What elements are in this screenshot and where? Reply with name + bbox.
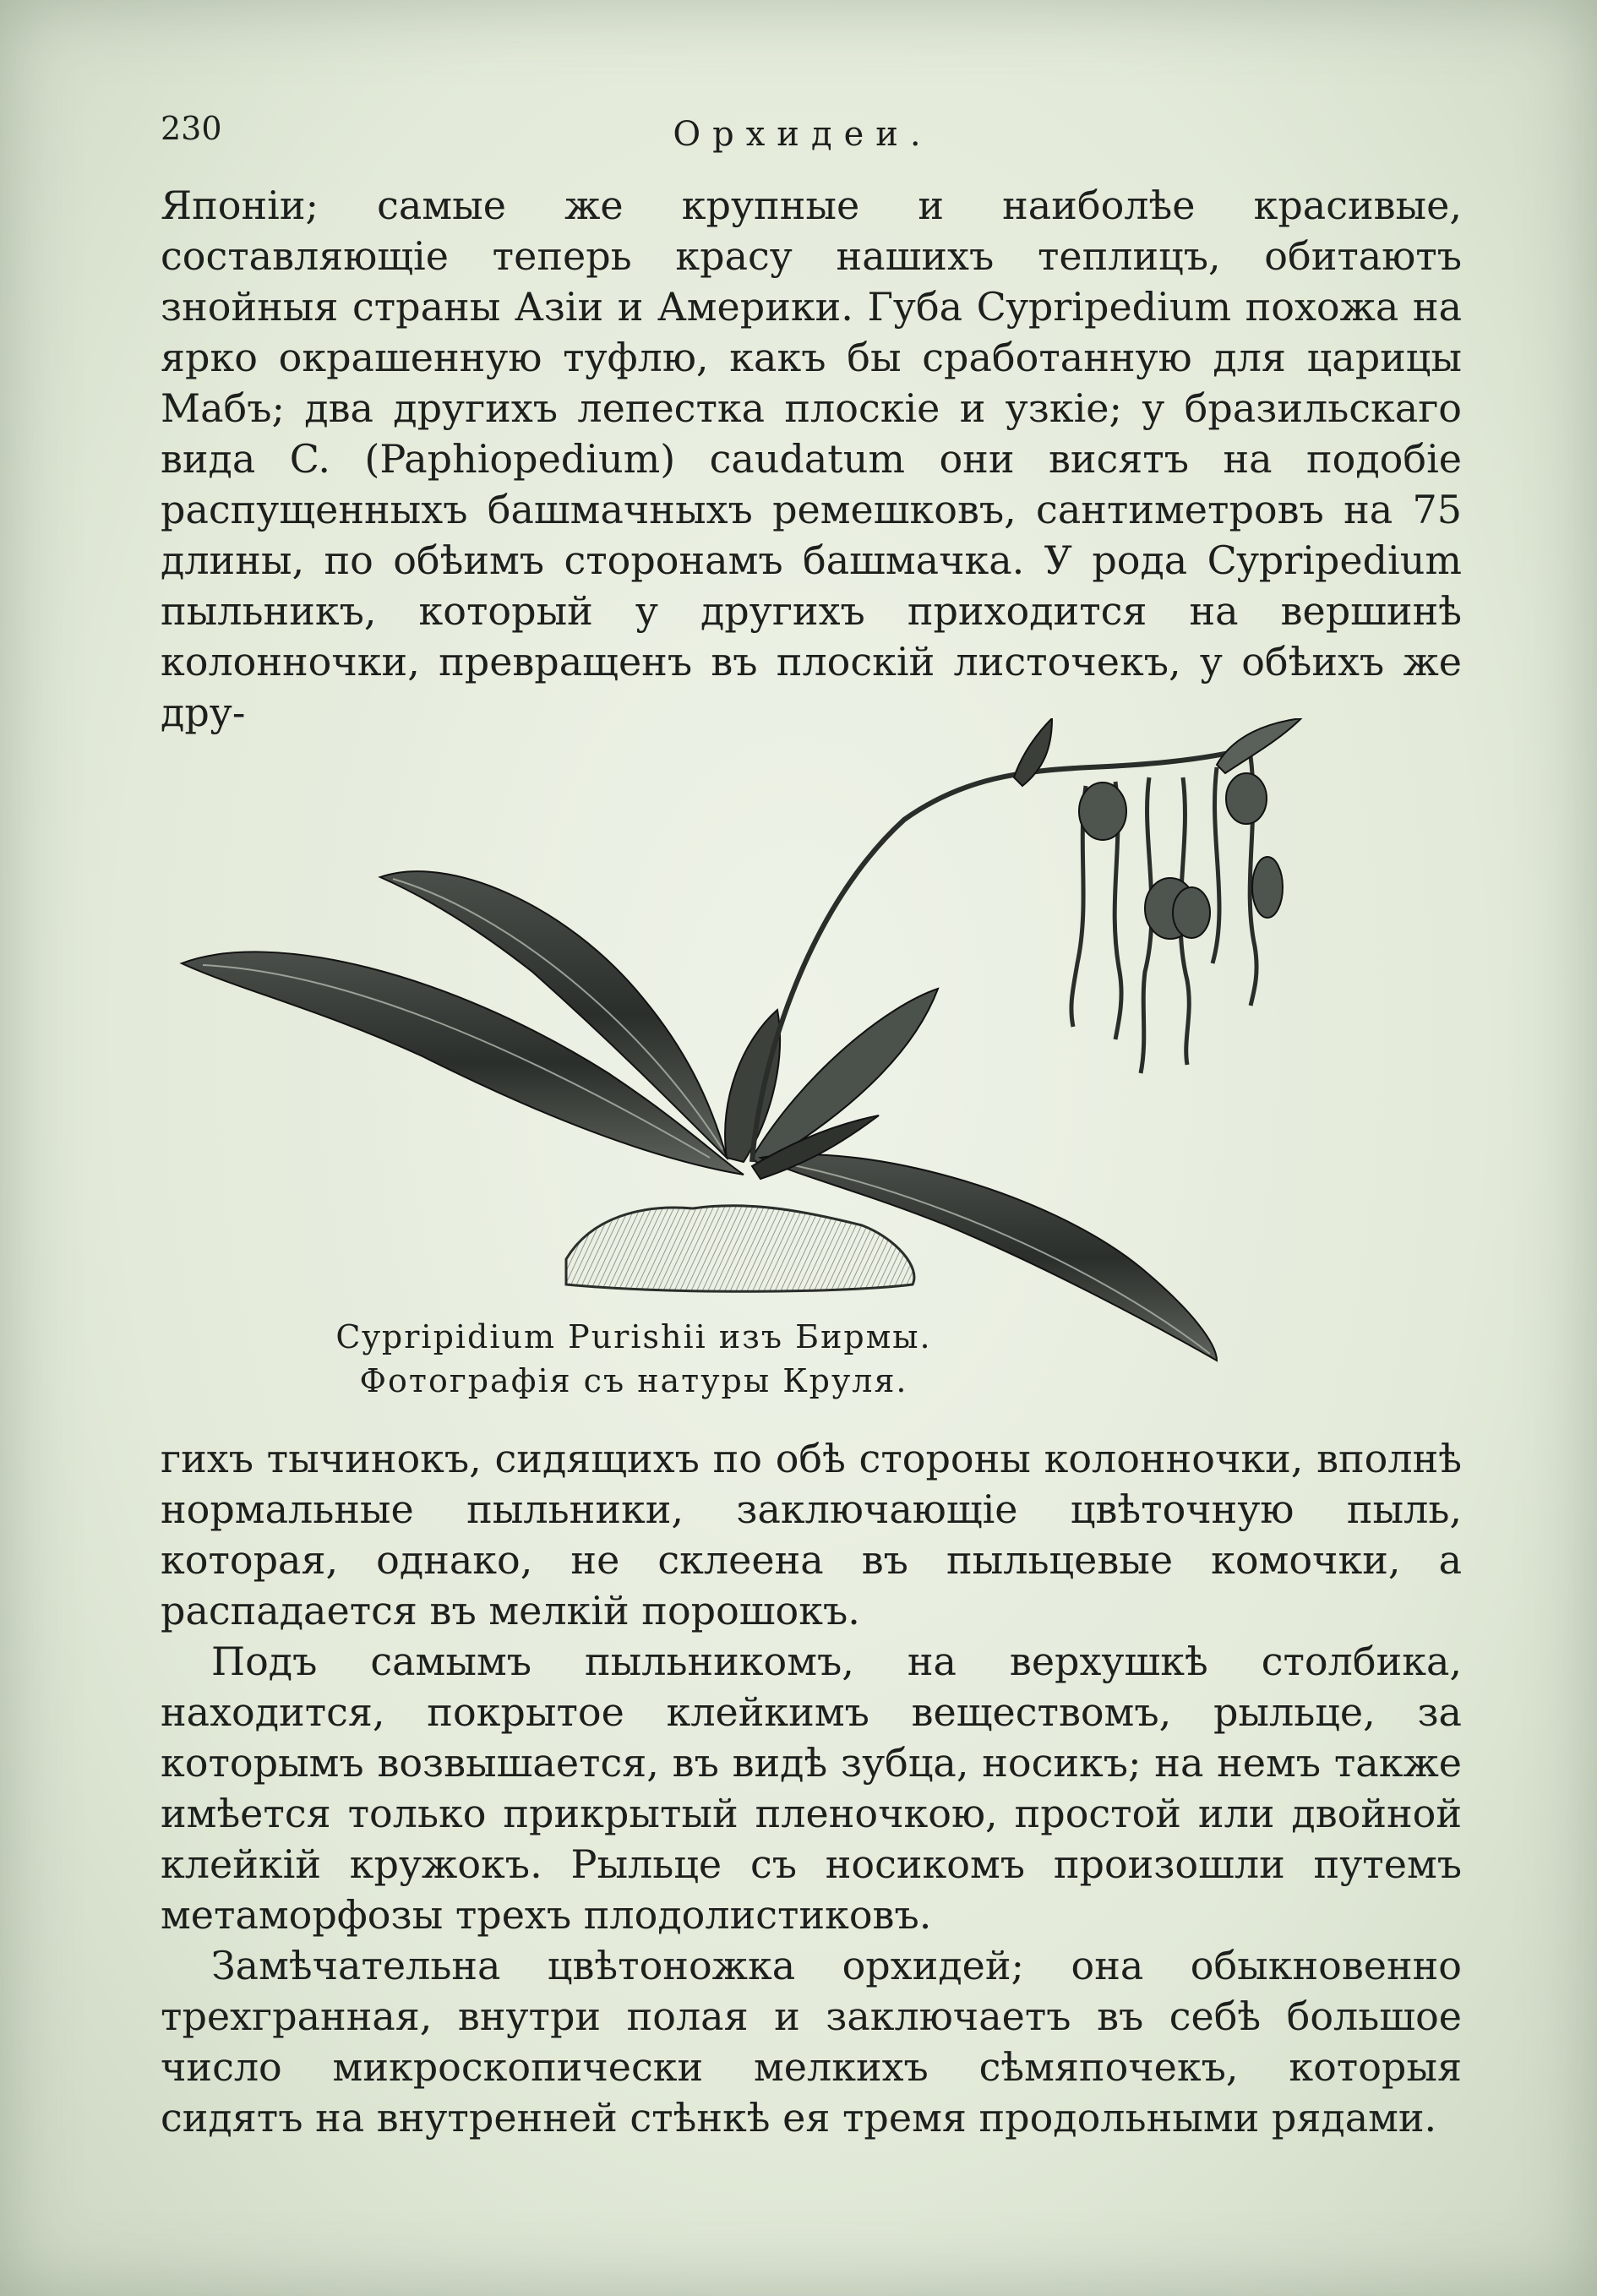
orchid-illustration <box>169 718 1403 1394</box>
paragraph: гихъ тычинокъ, сидящихъ по обѣ стороны колонночки, вполнѣ нормальные пыльники, заключающіе цвѣточную пыль, которая, однако, не склеена въ пыльцевые комочки, а распадается въ мелкій порошокъ. <box>161 1436 1462 1633</box>
upper-sepals <box>1217 718 1301 773</box>
moss-clump <box>566 1206 914 1292</box>
bract <box>1014 718 1052 786</box>
paragraph: Подъ самымъ пыльникомъ, на верхушкѣ столбика, находится, покрытое клейкимъ веществомъ, рыльце, за которымъ возвышается, въ видѣ зубца, носикъ; на немъ также имѣется только прикрытый пленочкою, простой или двойной клейкій кружокъ. Рыльце съ носикомъ произошли путемъ метаморфозы трехъ плодолистиковъ. <box>161 1639 1462 1938</box>
figure-caption-line-1: Cypripidium Purishii изъ Бирмы. <box>335 1318 932 1355</box>
running-title: Орхидеи. <box>673 115 933 154</box>
figure-caption-line-2: Фотографія съ натуры Круля. <box>359 1362 908 1399</box>
orchid-engraving <box>169 718 1403 1394</box>
running-head <box>161 110 1445 161</box>
paragraph: Замѣчательна цвѣтоножка орхидей; она обыкновенно трехгранная, внутри полая и заключаетъ въ себѣ большое число микроскопически мелкихъ сѣмяпочекъ, которыя сидятъ на внутренней стѣнкѣ ея тремя продольными рядами. <box>161 1943 1462 2141</box>
text-block-top <box>161 180 1462 738</box>
page-number: 230 <box>161 110 222 147</box>
text-block-bottom <box>161 1433 1462 2143</box>
paragraph: Японіи; самые же крупные и наиболѣе красивые, составляющіе теперь красу нашихъ теплицъ, обитаютъ знойныя страны Азіи и Америки. Губа Cypripedium похожа на ярко окрашенную туфлю, какъ бы сработанную для царицы Мабъ; два другихъ лепестка плоскіе и узкіе; у бразильскаго вида C. (Paphiopedium) caudatum они висятъ на подобіе распущенныхъ башмачныхъ ремешковъ, сантиметровъ на 75 длины, по обѣимъ сторонамъ башмачка. У рода Cypripedium пыльникъ, который у другихъ приходится на вершинѣ колонночки, превращенъ въ плоскій листочекъ, у обѣихъ же дру- <box>161 183 1462 735</box>
